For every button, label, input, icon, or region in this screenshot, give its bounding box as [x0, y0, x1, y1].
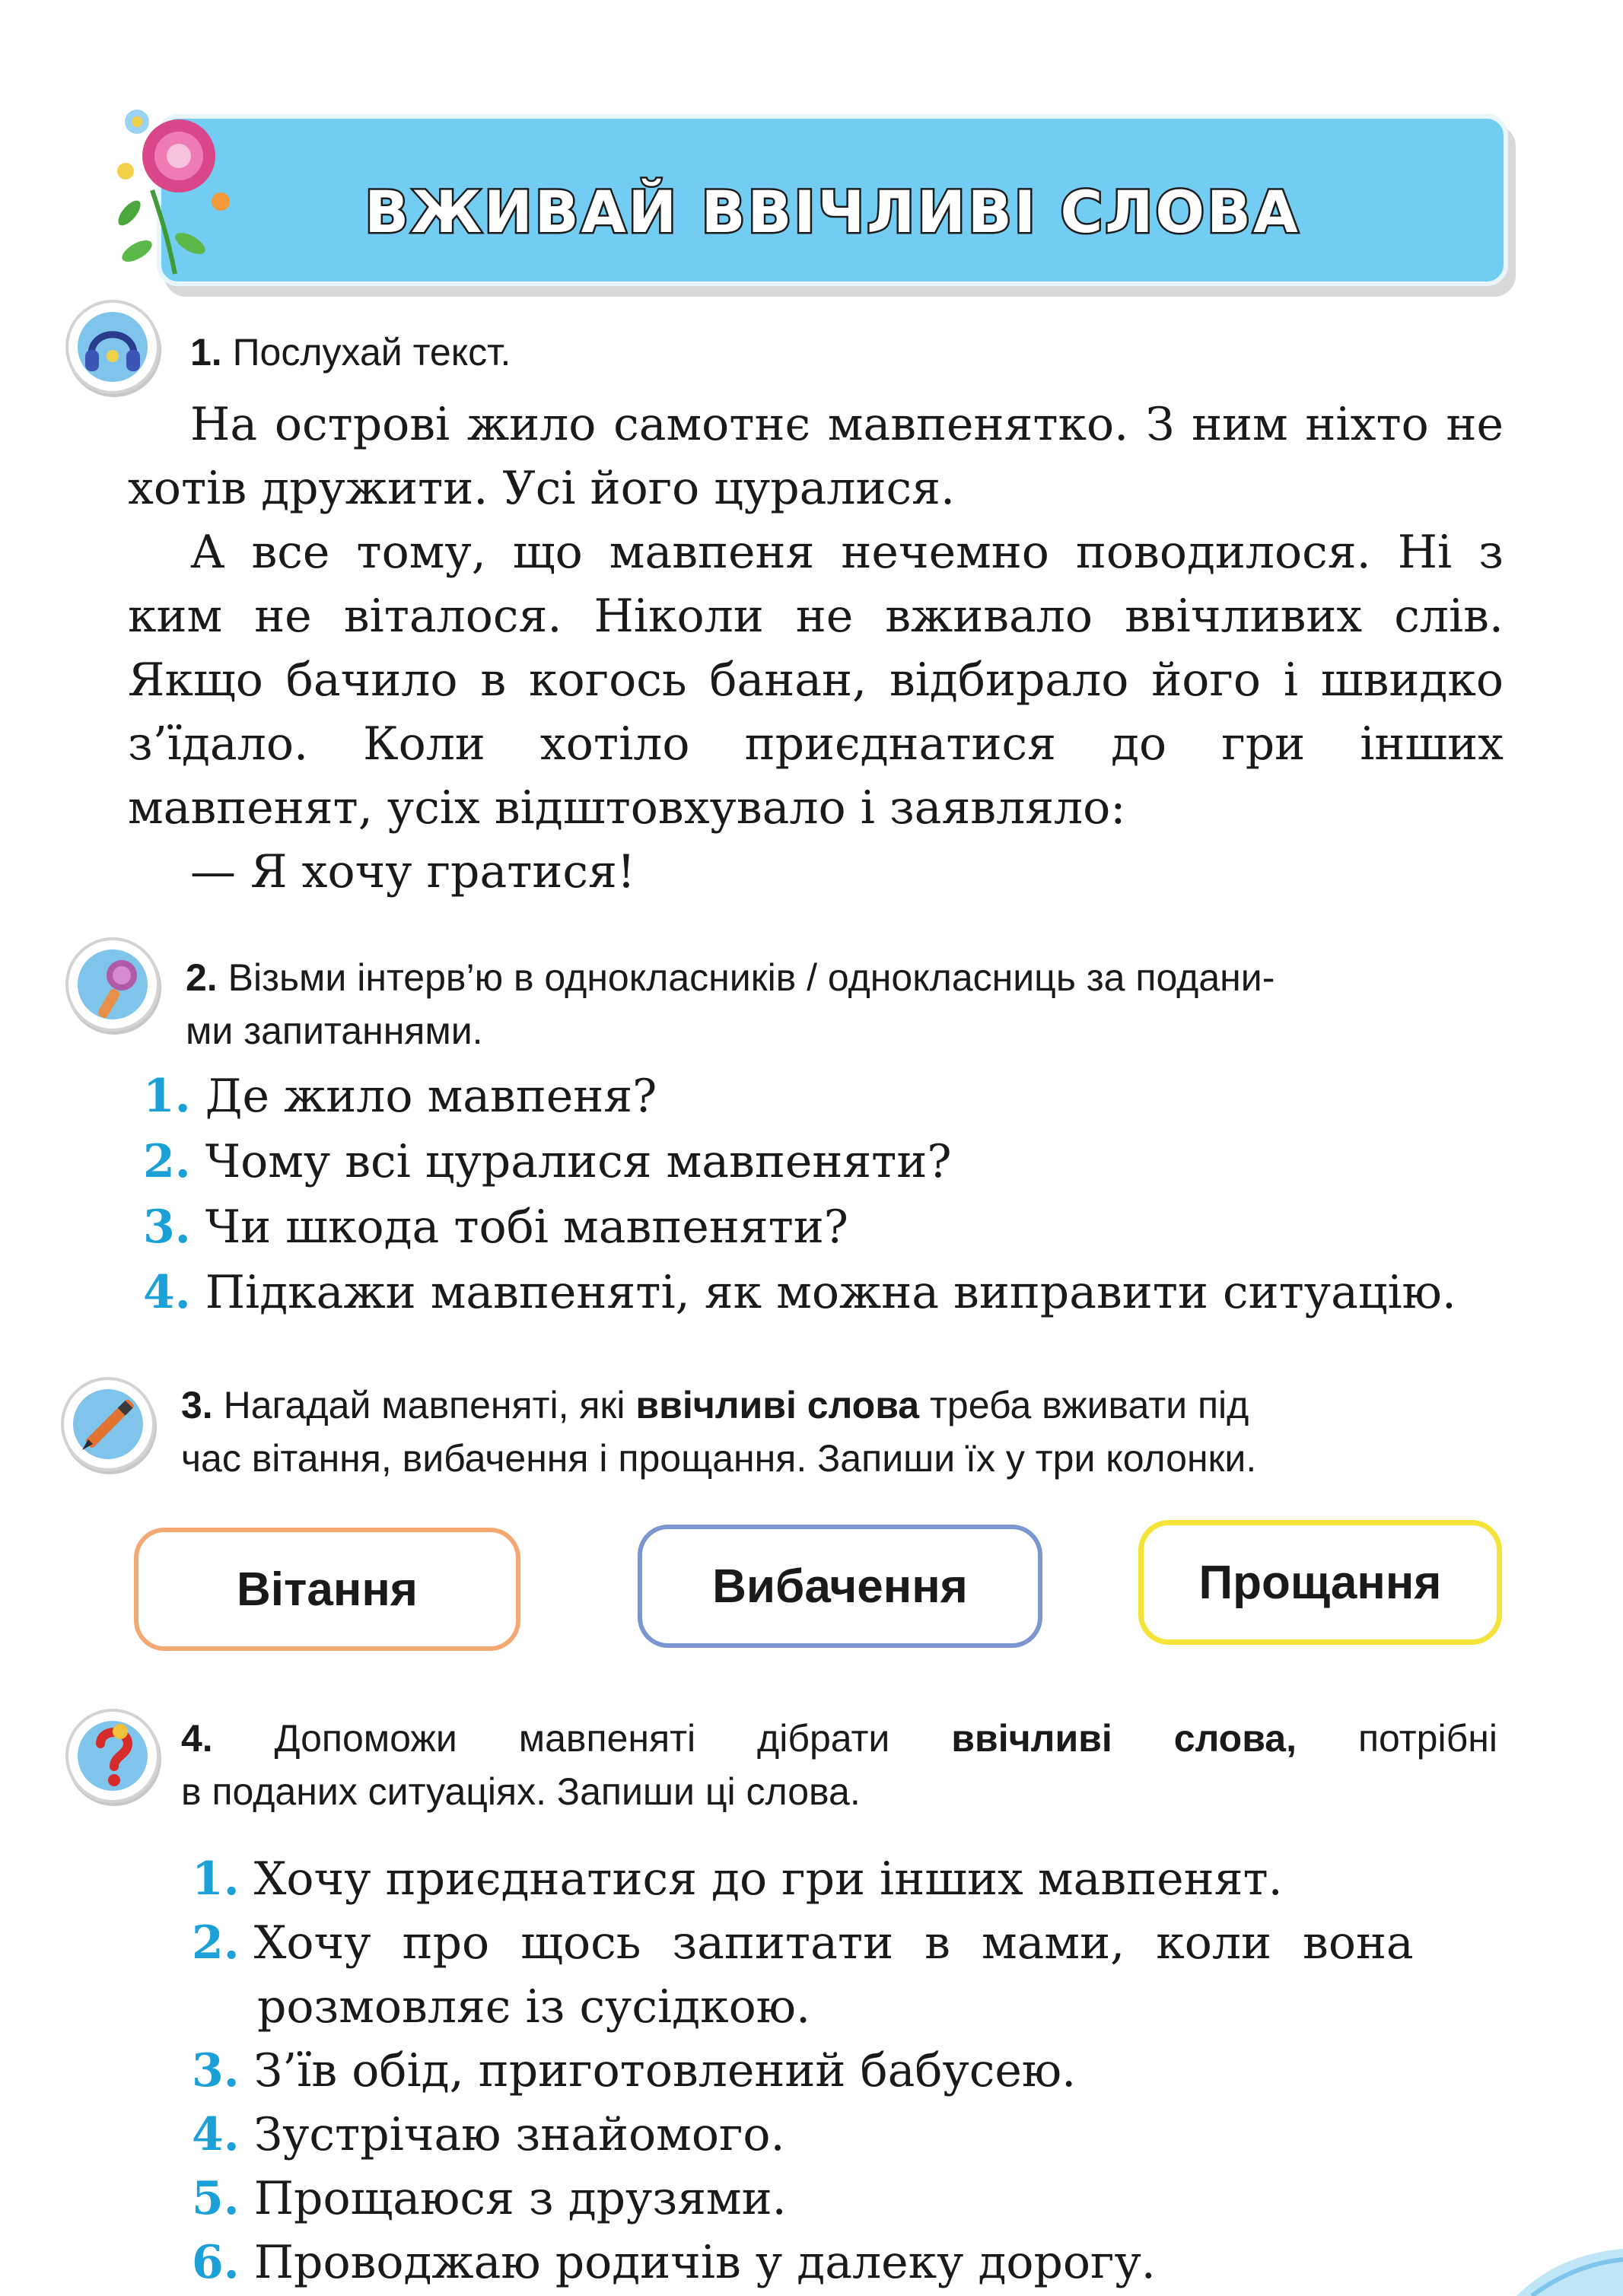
task2-heading — [186, 951, 1275, 1004]
situation-number: 3. — [192, 2044, 240, 2097]
story-paragraph-1: На острові жило самотнє мавпенятко. З ним ніхто не хотів дружити. Усі його цуралися. — [128, 398, 1504, 515]
task2-badge — [65, 937, 160, 1032]
question-text: Чи шкода тобі мавпеняти? — [205, 1200, 848, 1254]
task2-instruction-line1: Візьми інтерв’ю в однокласників / однокласниць за подани- — [228, 956, 1275, 999]
task4-line2: в поданих ситуаціях. Запиши ці слова. — [181, 1770, 861, 1813]
task2-instruction-line2: ми запитаннями. — [186, 1010, 483, 1052]
situation-text: Проводжаю родичів у далеку дорогу. — [253, 2236, 1156, 2289]
task4-text-before: Допоможи мавпеняті дібрати — [274, 1717, 890, 1760]
question-item — [143, 1064, 657, 1129]
category-box-greeting — [134, 1528, 520, 1651]
task3-number: 3. — [181, 1384, 213, 1426]
situation-item — [192, 1847, 1504, 1911]
task3-heading — [181, 1379, 1249, 1432]
task3-line2: час вітання, вибачення і прощання. Запиши їх у три колонки. — [181, 1437, 1257, 1480]
question-text: Чому всі цуралися мавпеняти? — [205, 1135, 952, 1188]
task4-text-after: потрібні — [1357, 1717, 1497, 1760]
question-item — [143, 1194, 848, 1260]
category-box-farewell — [1138, 1520, 1502, 1645]
task4-badge — [65, 1709, 160, 1803]
situation-item — [192, 2167, 1504, 2231]
category-label: Прощання — [1198, 1556, 1442, 1609]
situation-text: Хочу приєднатися до гри інших мавпенят. — [253, 1852, 1283, 1906]
title-banner — [157, 114, 1508, 286]
story-paragraph-3 — [128, 840, 1504, 904]
story-dialogue: — Я хочу гратися! — [190, 845, 635, 898]
category-box-apology — [638, 1525, 1042, 1648]
situation-number: 6. — [192, 2236, 240, 2289]
situation-text: З’їв обід, приготовлений бабусею. — [253, 2044, 1077, 2097]
story-paragraph-2: А все тому, що мавпеня нечемно поводилося. Ні з ким не віталося. Ніколи не вживало ввічливих слів. Якщо бачило в когось банан, відбирало його і швидко з’їдало. Коли хотіло приєднатися до гри інших мавпенят, усіх відштовхувало і заявляло: — [128, 526, 1504, 835]
task4-heading — [181, 1712, 1497, 1765]
category-label: Вибачення — [712, 1560, 968, 1613]
task3-text-before: Нагадай мавпеняті, які — [223, 1384, 625, 1426]
situation-text: Хочу про щось запитати в мами, коли вона — [253, 1916, 1414, 1970]
page-corner-swoosh — [1501, 2243, 1623, 2296]
question-mark-icon — [75, 1718, 151, 1794]
category-label: Вітання — [237, 1563, 418, 1616]
task1-instruction: Послухай текст. — [232, 331, 511, 374]
question-item — [143, 1129, 952, 1194]
situation-number: 2. — [192, 1916, 240, 1970]
situation-number: 4. — [192, 2108, 240, 2161]
situation-number: 5. — [192, 2172, 240, 2225]
situation-continuation: розмовляє із сусідкою. — [257, 1980, 811, 2034]
question-number: 3. — [143, 1200, 191, 1254]
question-text: Підкажи мавпеняті, як можна виправити ситуацію. — [205, 1266, 1456, 1319]
question-number: 4. — [143, 1266, 191, 1319]
question-number: 2. — [143, 1135, 191, 1188]
page-title: ВЖИВАЙ ВВІЧЛИВІ СЛОВА — [364, 178, 1300, 246]
task3-badge — [61, 1377, 155, 1471]
situation-item — [192, 2039, 1504, 2103]
task3-text-after: треба вживати під — [930, 1384, 1249, 1426]
task2-number: 2. — [186, 956, 218, 999]
flower-ornament-icon — [107, 99, 243, 281]
microphone-icon — [75, 946, 151, 1022]
question-number: 1. — [143, 1070, 191, 1123]
question-text: Де жило мавпеня? — [205, 1070, 657, 1123]
task3-bold-phrase: ввічливі слова — [635, 1384, 920, 1426]
question-item — [143, 1260, 1456, 1325]
headphones-icon — [75, 309, 151, 385]
task4-number: 4. — [181, 1717, 213, 1760]
situation-text: Прощаюся з друзями. — [253, 2172, 787, 2225]
task1-badge — [65, 300, 160, 394]
task4-bold-phrase: ввічливі слова, — [951, 1717, 1297, 1760]
situation-item — [192, 2103, 1504, 2167]
situation-number: 1. — [192, 1852, 240, 1906]
task1-number: 1. — [190, 331, 222, 374]
situation-item — [192, 1911, 1504, 2039]
situation-item — [192, 2231, 1504, 2294]
pen-icon — [70, 1386, 146, 1462]
situation-text: Зустрічаю знайомого. — [253, 2108, 785, 2161]
task1-heading — [190, 326, 511, 379]
